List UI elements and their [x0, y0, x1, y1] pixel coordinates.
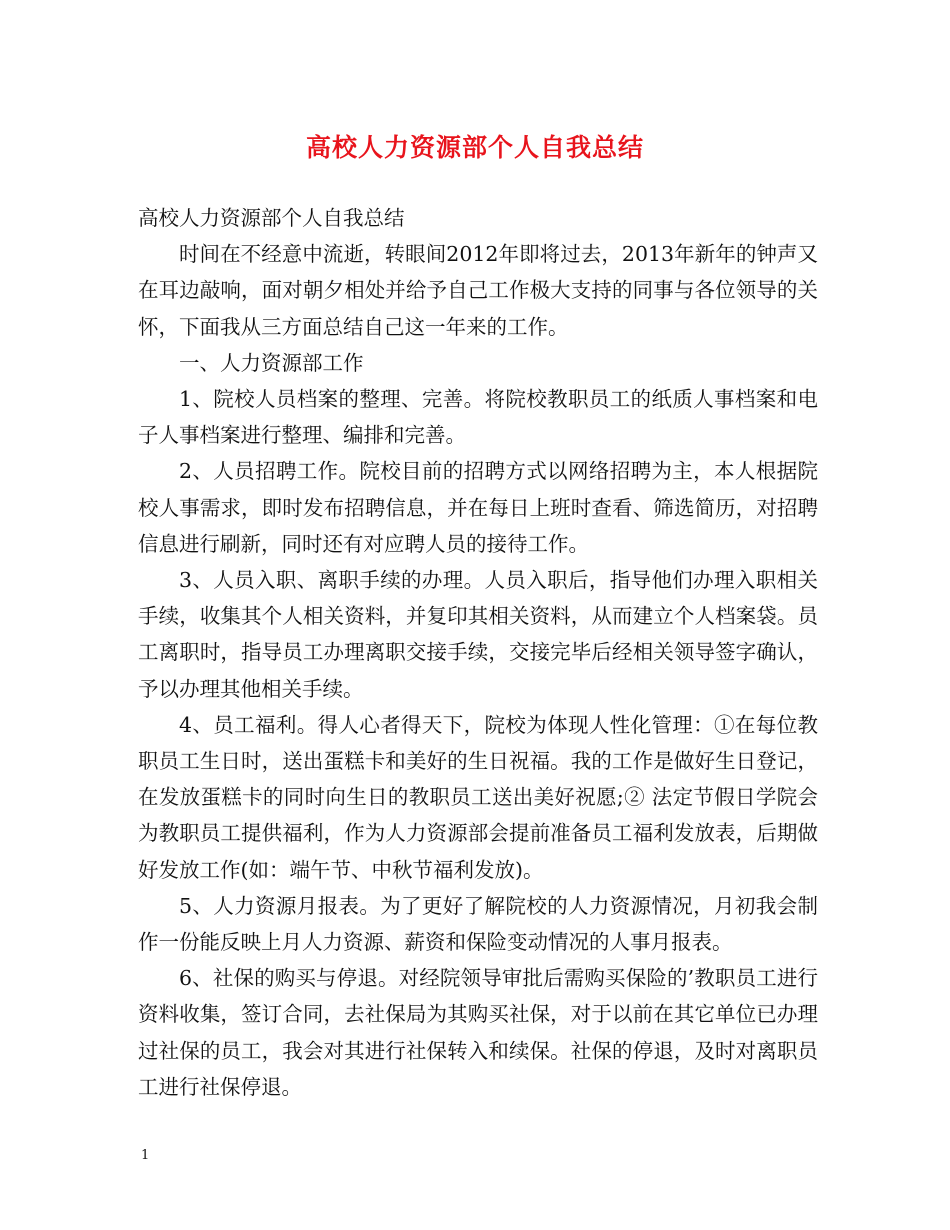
paragraph-item-1: 1、院校人员档案的整理、完善。将院校教职员工的纸质人事档案和电子人事档案进行整理、编排和完善。: [138, 387, 818, 448]
page-number: 1: [141, 1148, 150, 1163]
document-body: [138, 200, 818, 1105]
paragraph-item-5: 5、人力资源月报表。为了更好了解院校的人力资源情况，月初我会制作一份能反映上月人力资源、薪资和保险变动情况的人事月报表。: [138, 893, 818, 955]
section-heading-hr-work: 一、人力资源部工作: [179, 350, 364, 375]
paragraph-item-3: 3、人员入职、离职手续的办理。人员入职后，指导他们办理入职相关手续，收集其个人相关资料，并复印其相关资料，从而建立个人档案袋。员工离职时，指导员工办理离职交接手续，交接完毕后经相关领导签字确认，予以办理其他相关手续。: [138, 568, 818, 701]
document-title: 高校人力资源部个人自我总结: [305, 133, 644, 162]
paragraph-intro: 时间在不经意中流逝，转眼间2012年即将过去，2013年新年的钟声又在耳边敲响，面对朝夕相处并给予自己工作极大支持的同事与各位领导的关怀，下面我从三方面总结自己这一年来的工作。: [138, 242, 818, 339]
paragraph-item-4: 4、员工福利。得人心者得天下，院校为体现人性化管理：①在每位教职员工生日时，送出蛋糕卡和美好的生日祝福。我的工作是做好生日登记，在发放蛋糕卡的同时向生日的教职员工送出美好祝愿;② 法定节假日学院会为教职员工提供福利，作为人力资源部会提前准备员工福利发放表，后期做好发放工作(如：端午节、中秋节福利发放)。: [138, 712, 818, 882]
paragraph-item-2: 2、人员招聘工作。院校目前的招聘方式以网络招聘为主，本人根据院校人事需求，即时发布招聘信息，并在每日上班时查看、筛选简历，对招聘信息进行刷新，同时还有对应聘人员的接待工作。: [138, 459, 818, 556]
paragraph-item-6: 6、社保的购买与停退。对经院领导审批后需购买保险的’教职员工进行资料收集，签订合同，去社保局为其购买社保，对于以前在其它单位已办理过社保的员工，我会对其进行社保转入和续保。社保的停退，及时对离职员工进行社保停退。: [138, 966, 818, 1099]
paragraph-subtitle: 高校人力资源部个人自我总结: [138, 206, 405, 230]
